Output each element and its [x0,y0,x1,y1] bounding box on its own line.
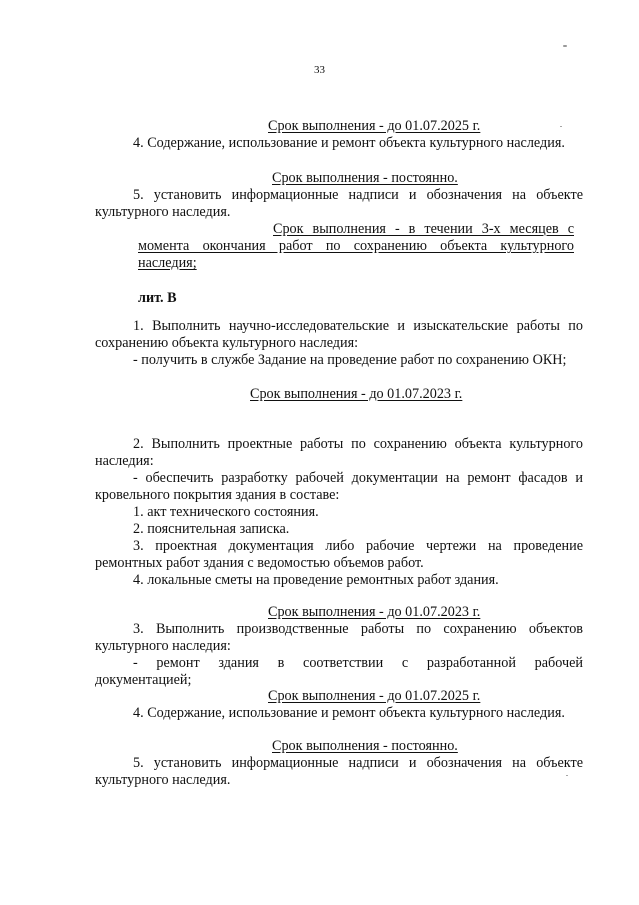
deadline-line: Срок выполнения - до 01.07.2023 г. [268,604,481,620]
deadline-line: Срок выполнения - до 01.07.2023 г. [250,386,463,402]
list-item: 3. проектная документация либо рабочие чертежи на проведение [133,538,583,554]
section-heading: лит. В [138,290,177,306]
deadline-line: наследия; [138,255,197,271]
paragraph-line: сохранению объекта культурного наследия: [95,335,359,351]
deadline-line: Срок выполнения - постоянно. [272,738,458,754]
paragraph-line: - получить в службе Задание на проведение работ по сохранению ОКН; [133,352,567,368]
paragraph-line: 5. установить информационные надписи и обозначения на объекте [133,187,583,203]
scan-speck [563,45,567,47]
list-item: 4. локальные сметы на проведение ремонтных работ здания. [133,572,499,588]
paragraph-line: 5. установить информационные надписи и обозначения на объекте [133,755,583,771]
paragraph-line: культурного наследия: [95,638,231,654]
scan-speck [560,126,562,127]
deadline-line: Срок выполнения - постоянно. [272,170,458,186]
page-number: 33 [314,64,325,76]
paragraph-line: кровельного покрытия здания в составе: [95,487,340,503]
paragraph-line: документацией; [95,672,192,688]
paragraph-line: 1. Выполнить научно-исследовательские и изыскательские работы по [133,318,583,334]
list-item: 1. акт технического состояния. [133,504,319,520]
deadline-line: момента окончания работ по сохранению объекта культурного [138,238,574,254]
paragraph-line: 4. Содержание, использование и ремонт объекта культурного наследия. [133,705,565,721]
paragraph-line: культурного наследия. [95,204,231,220]
paragraph-line: - ремонт здания в соответствии с разработанной рабочей [133,655,583,671]
paragraph-line: 2. Выполнить проектные работы по сохранению объекта культурного [133,436,583,452]
deadline-line: Срок выполнения - до 01.07.2025 г. [268,118,481,134]
paragraph-line: 4. Содержание, использование и ремонт объекта культурного наследия. [133,135,565,151]
list-item: 2. пояснительная записка. [133,521,290,537]
paragraph-line: 3. Выполнить производственные работы по сохранению объектов [133,621,583,637]
deadline-line: Срок выполнения - до 01.07.2025 г. [268,688,481,704]
paragraph-line: - обеспечить разработку рабочей документации на ремонт фасадов и [133,470,583,486]
deadline-line: Срок выполнения - в течении 3-х месяцев с [273,221,574,237]
paragraph-line: ремонтных работ здания с ведомостью объемов работ. [95,555,424,571]
paragraph-line: наследия: [95,453,154,469]
scan-speck [566,775,568,776]
paragraph-line: культурного наследия. [95,772,231,788]
